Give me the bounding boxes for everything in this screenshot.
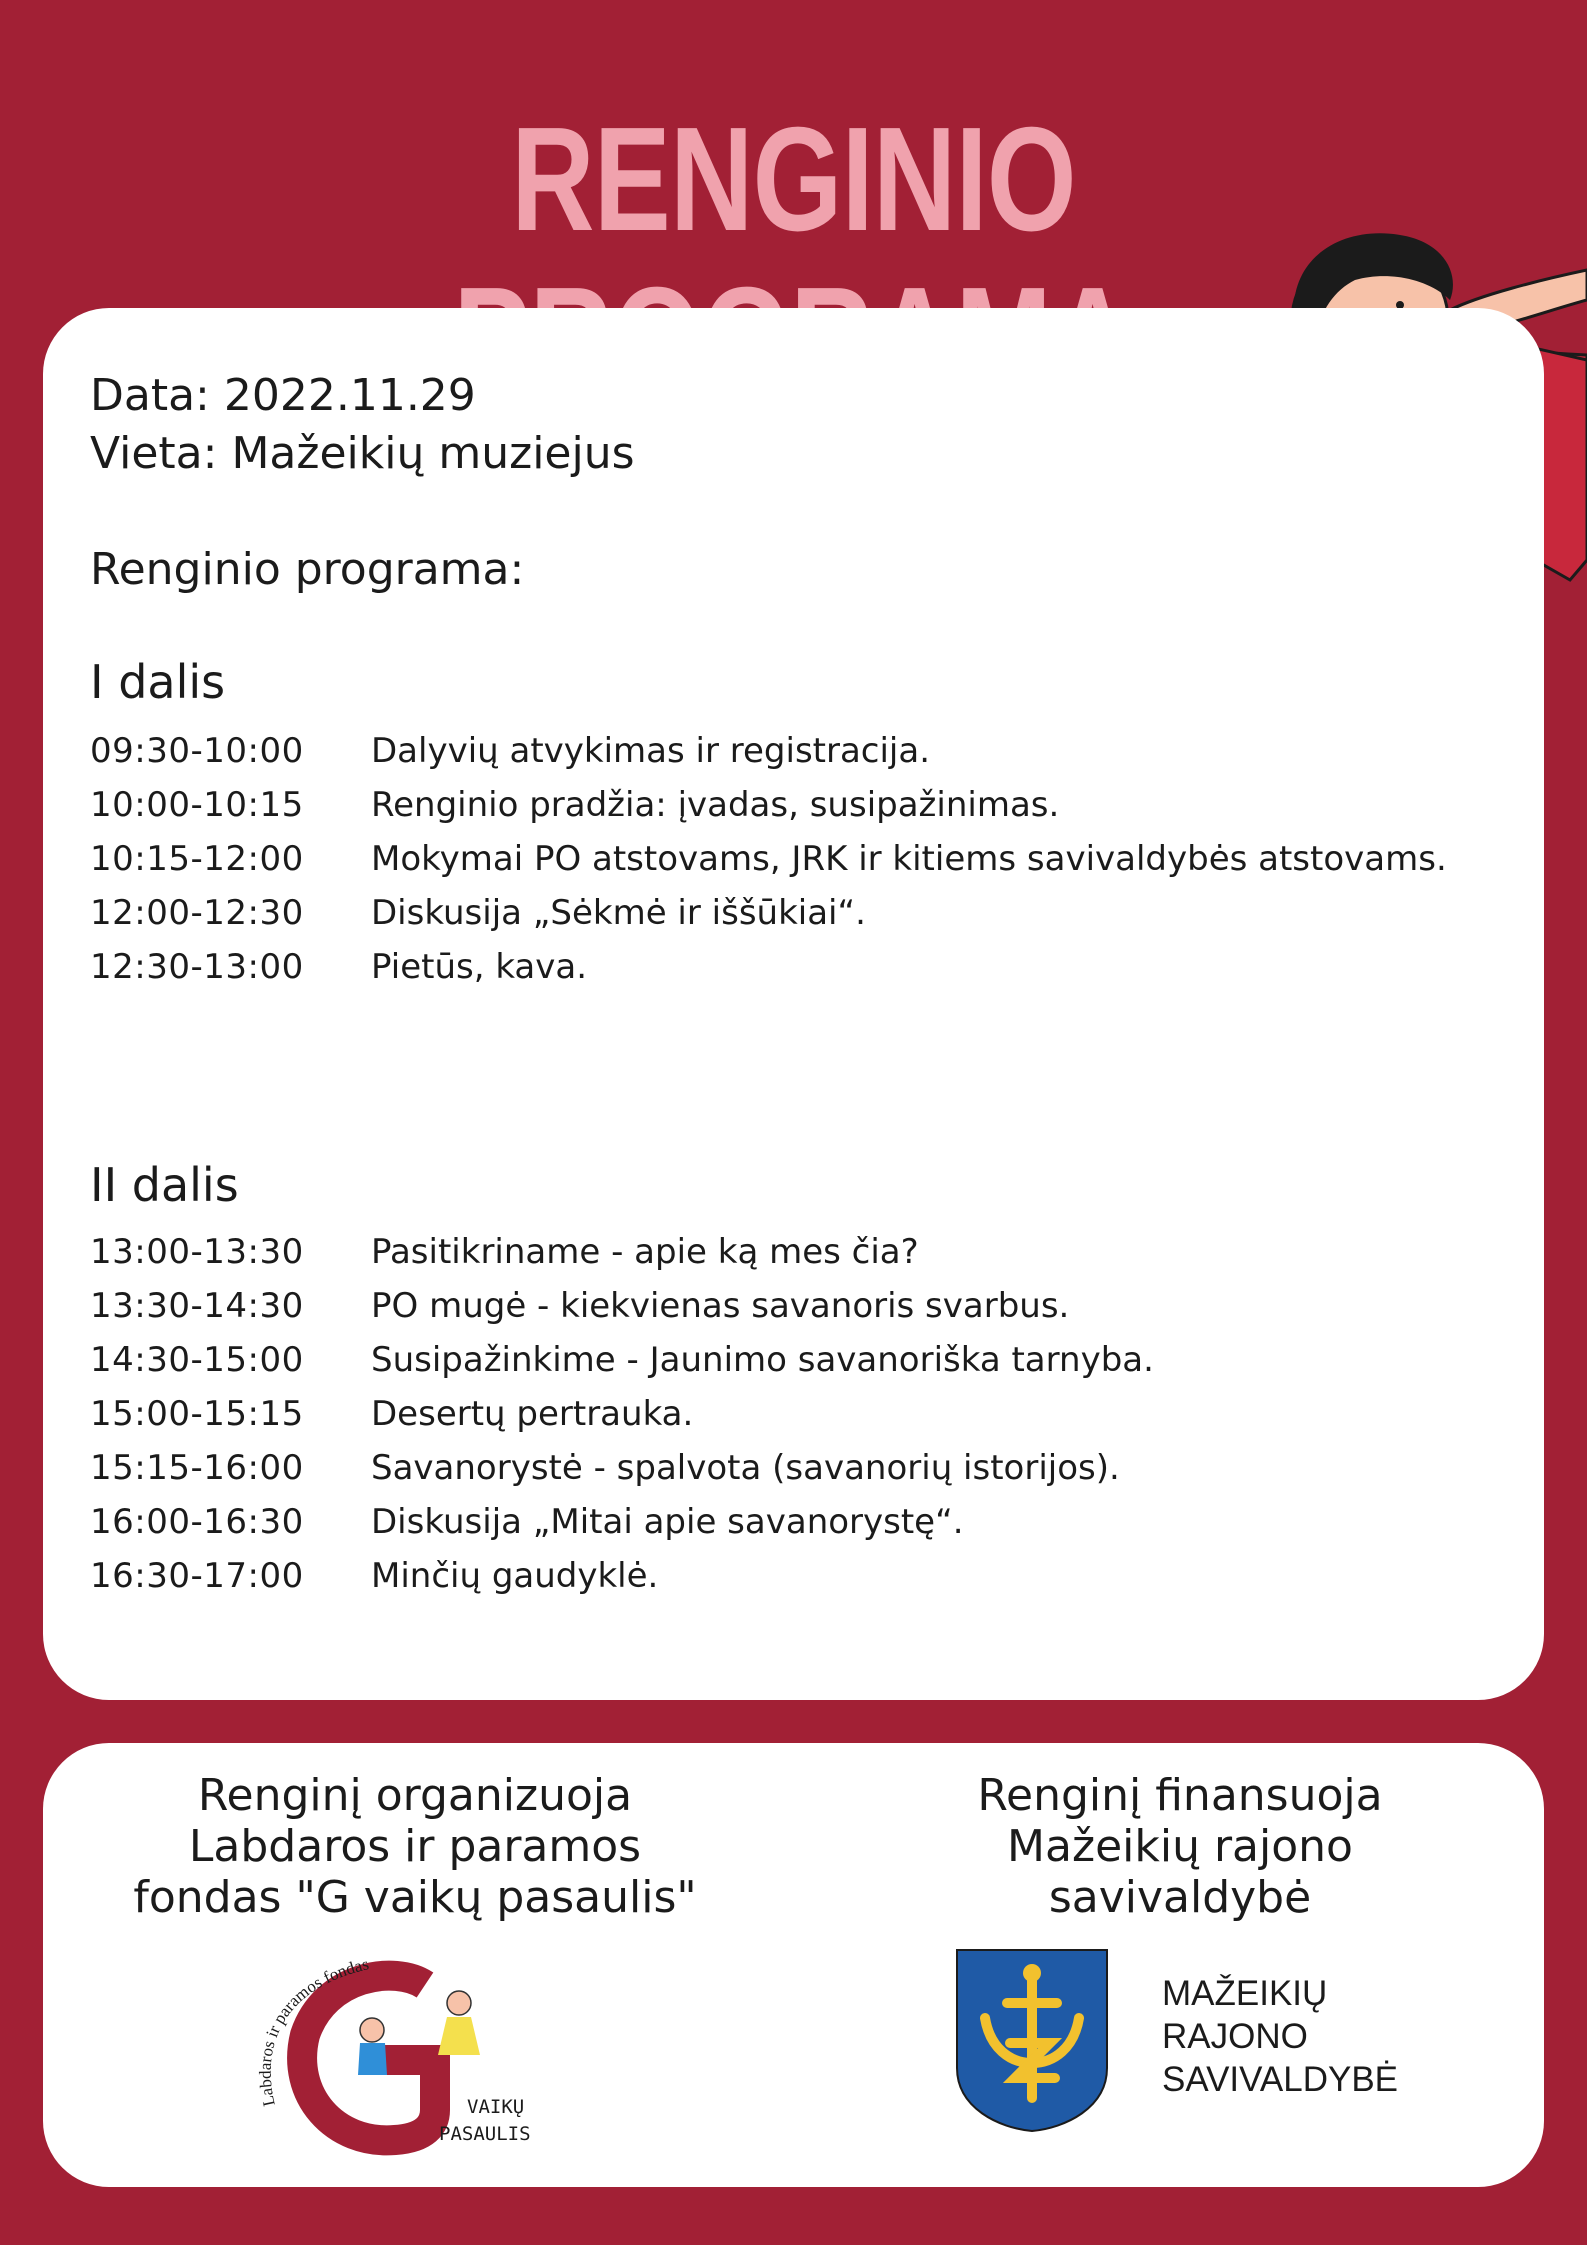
organizer-text — [95, 1770, 735, 1923]
organizer-line: Labdaros ir paramos — [188, 1821, 642, 1872]
schedule-desc: PO mugė - kiekvienas savanoris svarbus. — [371, 1286, 1070, 1326]
schedule-desc: Susipažinkime - Jaunimo savanoriška tarnyba. — [371, 1340, 1154, 1380]
schedule-desc: Diskusija „Sėkmė ir iššūkiai“. — [371, 893, 866, 933]
schedule-desc: Mokymai PO atstovams, JRK ir kitiems savivaldybės atstovams. — [371, 839, 1447, 879]
schedule-time: 16:30-17:00 — [90, 1556, 304, 1596]
sponsor-text — [880, 1770, 1480, 1923]
g-vaiku-pasaulis-logo — [235, 1935, 595, 2157]
schedule-row — [90, 1441, 1510, 1495]
schedule-row — [90, 940, 1510, 994]
schedule-row — [90, 1225, 1510, 1279]
schedule-row — [90, 832, 1510, 886]
sponsor-line: savivaldybė — [1048, 1872, 1312, 1923]
sponsor-line: Renginį finansuoja — [977, 1770, 1383, 1821]
schedule-time: 09:30-10:00 — [90, 731, 304, 771]
schedule-desc: Desertų pertrauka. — [371, 1394, 694, 1434]
schedule-row — [90, 724, 1510, 778]
schedule-row — [90, 1333, 1510, 1387]
part2-heading: II dalis — [90, 1158, 239, 1212]
schedule-time: 12:30-13:00 — [90, 947, 304, 987]
schedule-desc: Minčių gaudyklė. — [371, 1556, 659, 1596]
sponsor-line: Mažeikių rajono — [1007, 1821, 1353, 1872]
schedule-desc: Dalyvių atvykimas ir registracija. — [371, 731, 931, 771]
schedule-time: 15:00-15:15 — [90, 1394, 304, 1434]
schedule-desc: Diskusija „Mitai apie savanorystę“. — [371, 1502, 964, 1542]
logo-arc-text: Labdaros ir paramos fondas — [255, 1954, 371, 2109]
page-title: RENGINIO — [511, 97, 1076, 262]
logo-line1: VAIKŲ — [467, 2096, 525, 2118]
event-info — [90, 367, 635, 599]
municipality-logo-line: MAŽEIKIŲ — [1162, 1974, 1328, 2013]
schedule-row — [90, 886, 1510, 940]
part1-heading: I dalis — [90, 655, 226, 709]
schedule-time: 16:00-16:30 — [90, 1502, 304, 1542]
schedule-row — [90, 1549, 1510, 1603]
schedule-time: 13:00-13:30 — [90, 1232, 304, 1272]
schedule-row — [90, 1495, 1510, 1549]
logo-line2: PASAULIS — [439, 2123, 531, 2145]
municipality-logo-line: SAVIVALDYBĖ — [1162, 2060, 1399, 2099]
organizer-line: Renginį organizuoja — [197, 1770, 633, 1821]
schedule-row — [90, 1387, 1510, 1441]
schedule-time: 10:00-10:15 — [90, 785, 304, 825]
schedule-time: 15:15-16:00 — [90, 1448, 304, 1488]
schedule-desc: Pasitikriname - apie ką mes čia? — [371, 1232, 919, 1272]
event-date: Data: 2022.11.29 — [90, 370, 476, 421]
schedule-row — [90, 778, 1510, 832]
schedule-time: 12:00-12:30 — [90, 893, 304, 933]
schedule-row — [90, 1279, 1510, 1333]
part1-schedule — [90, 724, 1510, 994]
schedule-desc: Savanorystė - spalvota (savanorių istorijos). — [371, 1448, 1120, 1488]
municipality-logo-text — [1162, 1972, 1398, 2101]
schedule-time: 14:30-15:00 — [90, 1340, 304, 1380]
organizer-line: fondas "G vaikų pasaulis" — [133, 1872, 697, 1923]
schedule-desc: Pietūs, kava. — [371, 947, 588, 987]
program-heading: Renginio programa: — [90, 544, 525, 595]
event-venue: Vieta: Mažeikių muziejus — [90, 428, 635, 479]
schedule-desc: Renginio pradžia: įvadas, susipažinimas. — [371, 785, 1060, 825]
schedule-time: 10:15-12:00 — [90, 839, 304, 879]
schedule-time: 13:30-14:30 — [90, 1286, 304, 1326]
part2-schedule — [90, 1225, 1510, 1603]
municipality-logo-line: RAJONO — [1162, 2017, 1308, 2056]
